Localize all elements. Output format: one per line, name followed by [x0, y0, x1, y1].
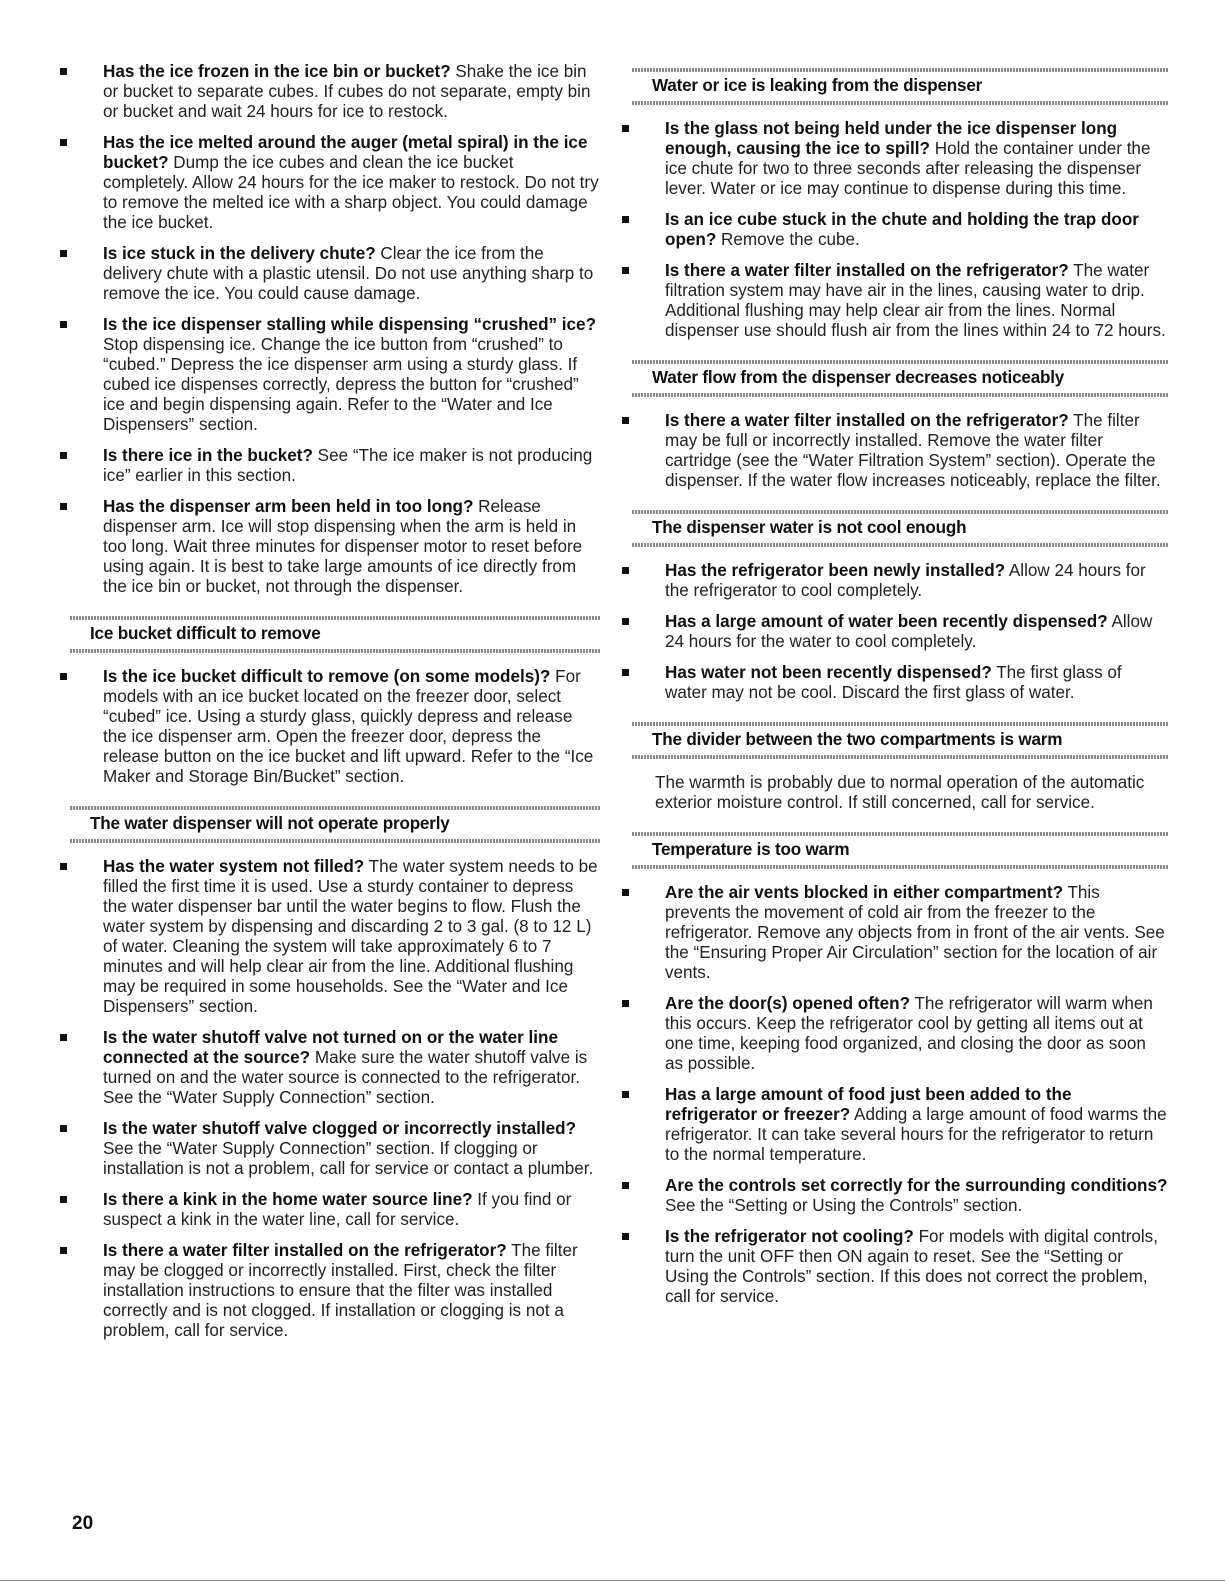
question-text: Has the refrigerator been newly installed?	[665, 561, 1006, 580]
bullet-icon	[622, 1000, 629, 1007]
section-header	[622, 360, 1168, 397]
answer-text: Remove the cube.	[716, 230, 860, 249]
question-text: Is ice stuck in the delivery chute?	[103, 244, 376, 263]
answer-text: If you find or suspect a kink in the water line, call for service.	[103, 1190, 572, 1229]
bullet-icon	[622, 567, 629, 574]
question-text: Has the ice frozen in the ice bin or bucket?	[103, 62, 451, 81]
question-text: Is the ice dispenser stalling while dispensing “crushed” ice?	[103, 315, 597, 334]
bullet-icon	[622, 1091, 629, 1098]
bullet-icon	[60, 863, 67, 870]
question-text: Has a large amount of food just been added to the refrigerator or freezer?	[665, 1085, 1072, 1124]
section-title: Temperature is too warm	[652, 840, 850, 859]
bullet-icon	[60, 503, 67, 510]
answer-text: Allow 24 hours for the refrigerator to cool completely.	[665, 561, 1146, 600]
list-item	[60, 667, 600, 787]
question-text: Are the controls set correctly for the surrounding conditions?	[665, 1176, 1168, 1195]
list-item	[622, 261, 1168, 341]
list-item	[60, 1028, 600, 1108]
list-item	[622, 1227, 1168, 1307]
bullet-icon	[622, 618, 629, 625]
list-item	[622, 612, 1168, 652]
item-list	[622, 411, 1168, 491]
answer-text: This prevents the movement of cold air from the freezer to the refrigerator. Remove any objects from in front of the air vents. See the “Ensuring Proper Air Circulation” section for the location of air vents.	[665, 883, 1165, 982]
bullet-icon	[60, 139, 67, 146]
item-list	[60, 857, 600, 1341]
question-text: Is there a water filter installed on the refrigerator?	[103, 1241, 507, 1260]
answer-text: The water system needs to be filled the first time it is used. Use a sturdy container to depress the water dispenser bar until the water begins to flow. Flush the water system by dispensing and discarding 2 to 3 gal. (8 to 12 L) of water. Cleaning the system will take approximately 6 to 7 minutes and will help clear air from the line. Additional flushing may be required in some households. See the “Water and Ice Dispensers” section.	[103, 857, 598, 1016]
answer-text: The first glass of water may not be cool. Discard the first glass of water.	[665, 663, 1122, 702]
list-item	[60, 857, 600, 1017]
answer-text: The filter may be clogged or incorrectly installed. First, check the filter installation instructions to ensure that the filter was installed correctly and is not clogged. If installation or clogging is not a problem, call for service.	[103, 1241, 578, 1340]
answer-text: See the “Setting or Using the Controls” section.	[665, 1196, 1023, 1215]
bullet-icon	[60, 321, 67, 328]
left-column	[60, 62, 600, 1352]
bullet-icon	[60, 1247, 67, 1254]
bullet-icon	[622, 889, 629, 896]
section-rule-bottom	[70, 839, 600, 843]
section-header	[622, 68, 1168, 105]
bullet-icon	[60, 250, 67, 257]
answer-text: Clear the ice from the delivery chute with a plastic utensil. Do not use anything sharp to remove the ice. You could cause damage.	[103, 244, 594, 303]
bullet-icon	[60, 452, 67, 459]
question-text: Has the dispenser arm been held in too long?	[103, 497, 474, 516]
bullet-icon	[622, 216, 629, 223]
bullet-icon	[622, 125, 629, 132]
section-title: Water or ice is leaking from the dispenser	[652, 76, 983, 95]
list-item	[622, 411, 1168, 491]
question-text: Is there a water filter installed on the refrigerator?	[665, 411, 1069, 430]
list-item	[622, 994, 1168, 1074]
item-list	[622, 883, 1168, 1307]
section-rule-bottom	[632, 101, 1168, 105]
section-rule-bottom	[70, 649, 600, 653]
list-item	[60, 446, 600, 486]
section-rule-bottom	[632, 865, 1168, 869]
bullet-icon	[60, 1196, 67, 1203]
answer-text: Adding a large amount of food warms the refrigerator. It can take several hours for the refrigerator to return to the normal temperature.	[665, 1105, 1167, 1164]
answer-text: Dump the ice cubes and clean the ice bucket completely. Allow 24 hours for the ice maker to restock. Do not try to remove the melted ice with a sharp object. You could damage the ice bucket.	[103, 153, 599, 232]
bullet-icon	[60, 68, 67, 75]
answer-text: See the “Water Supply Connection” section. If clogging or installation is not a problem, call for service or contact a plumber.	[103, 1139, 594, 1178]
question-text: Has the water system not filled?	[103, 857, 365, 876]
question-text: Is the ice bucket difficult to remove (on some models)?	[103, 667, 551, 686]
section-rule-bottom	[632, 393, 1168, 397]
list-item	[60, 497, 600, 597]
section-paragraph: The warmth is probably due to normal operation of the automatic exterior moisture control. If still concerned, call for service.	[655, 773, 1145, 812]
section-title: The dispenser water is not cool enough	[652, 518, 967, 537]
answer-text: Shake the ice bin or bucket to separate cubes. If cubes do not separate, empty bin or bucket and wait 24 hours for ice to restock.	[103, 62, 591, 121]
answer-text: Allow 24 hours for the water to cool completely.	[665, 612, 1153, 651]
section-title: The divider between the two compartments is warm	[652, 730, 1063, 749]
page-number: 20	[72, 1513, 94, 1534]
section-header	[622, 510, 1168, 547]
right-column	[622, 62, 1168, 1318]
list-item	[622, 210, 1168, 250]
answer-text: The refrigerator will warm when this occurs. Keep the refrigerator cool by getting all items out at one time, keeping food organized, and closing the door as soon as possible.	[665, 994, 1153, 1073]
list-item	[60, 1190, 600, 1230]
section-header	[60, 806, 600, 843]
bullet-icon	[60, 673, 67, 680]
list-item	[60, 315, 600, 435]
list-item	[622, 1085, 1168, 1165]
answer-text: See “The ice maker is not producing ice” earlier in this section.	[103, 446, 593, 485]
list-item	[622, 119, 1168, 199]
question-text: Is the water shutoff valve clogged or incorrectly installed?	[103, 1119, 577, 1138]
answer-text: The water filtration system may have air in the lines, causing water to drip. Additional flushing may help clear air from the lines. Normal dispenser use should flush air from the lines within 24 to 72 hours.	[665, 261, 1166, 340]
bottom-rule	[0, 1580, 1225, 1581]
list-item	[60, 1241, 600, 1341]
question-text: Has a large amount of water been recently dispensed?	[665, 612, 1108, 631]
question-text: Is the glass not being held under the ice dispenser long enough, causing the ice to spill?	[665, 119, 1118, 158]
list-item	[622, 663, 1168, 703]
section-rule-bottom	[632, 755, 1168, 759]
list-item	[60, 1119, 600, 1179]
item-list	[622, 561, 1168, 703]
bullet-icon	[622, 417, 629, 424]
answer-text: Hold the container under the ice chute for two to three seconds after releasing the dispenser lever. Water or ice may continue to dispense during this time.	[665, 139, 1151, 198]
list-item	[622, 1176, 1168, 1216]
bullet-icon	[622, 1233, 629, 1240]
bullet-icon	[622, 1182, 629, 1189]
bullet-icon	[60, 1034, 67, 1041]
section-header	[622, 832, 1168, 869]
section-title: Water flow from the dispenser decreases noticeably	[652, 368, 1065, 387]
section-title: The water dispenser will not operate properly	[90, 814, 450, 833]
list-item	[60, 62, 600, 122]
section-rule-bottom	[632, 543, 1168, 547]
question-text: Is the refrigerator not cooling?	[665, 1227, 914, 1246]
section-title: Ice bucket difficult to remove	[90, 624, 321, 643]
question-text: Is there a kink in the home water source line?	[103, 1190, 473, 1209]
question-text: Has the ice melted around the auger (metal spiral) in the ice bucket?	[103, 133, 588, 172]
answer-text: Make sure the water shutoff valve is turned on and the water source is connected to the refrigerator. See the “Water Supply Connection” section.	[103, 1048, 588, 1107]
list-item	[60, 244, 600, 304]
item-list	[60, 667, 600, 787]
question-text: Is the water shutoff valve not turned on or the water line connected at the source?	[103, 1028, 558, 1067]
question-text: Is an ice cube stuck in the chute and holding the trap door open?	[665, 210, 1139, 249]
list-item	[622, 883, 1168, 983]
answer-text: For models with digital controls, turn the unit OFF then ON again to reset. See the “Setting or Using the Controls” section. If this does not correct the problem, call for service.	[665, 1227, 1158, 1306]
answer-text: For models with an ice bucket located on the freezer door, select “cubed” ice. Using a sturdy glass, quickly depress and release the ice dispenser arm. Open the freezer door, depress the release button on the ice bucket and lift upward. Refer to the “Ice Maker and Storage Bin/Bucket” section.	[103, 667, 594, 786]
answer-text: Stop dispensing ice. Change the ice button from “crushed” to “cubed.” Depress the ice dispenser arm using a sturdy glass. If cubed ice dispenses correctly, depress the button for “crushed” ice and begin dispensing again. Refer to the “Water and Ice Dispensers” section.	[103, 335, 579, 434]
question-text: Is there a water filter installed on the refrigerator?	[665, 261, 1069, 280]
item-list	[622, 119, 1168, 341]
bullet-icon	[60, 1125, 67, 1132]
section-header	[622, 722, 1168, 759]
bullet-icon	[622, 669, 629, 676]
question-text: Is there ice in the bucket?	[103, 446, 313, 465]
item-list	[60, 62, 600, 597]
list-item	[60, 133, 600, 233]
question-text: Has water not been recently dispensed?	[665, 663, 992, 682]
bullet-icon	[622, 267, 629, 274]
question-text: Are the door(s) opened often?	[665, 994, 911, 1013]
section-header	[60, 616, 600, 653]
question-text: Are the air vents blocked in either compartment?	[665, 883, 1064, 902]
list-item	[622, 561, 1168, 601]
answer-text: Release dispenser arm. Ice will stop dispensing when the arm is held in too long. Wait three minutes for dispenser motor to reset before using again. It is best to take large amounts of ice directly from the ice bin or bucket, not through the dispenser.	[103, 497, 583, 596]
answer-text: The filter may be full or incorrectly installed. Remove the water filter cartridge (see the “Water Filtration System” section). Operate the dispenser. If the water flow increases noticeably, replace the filter.	[665, 411, 1161, 490]
